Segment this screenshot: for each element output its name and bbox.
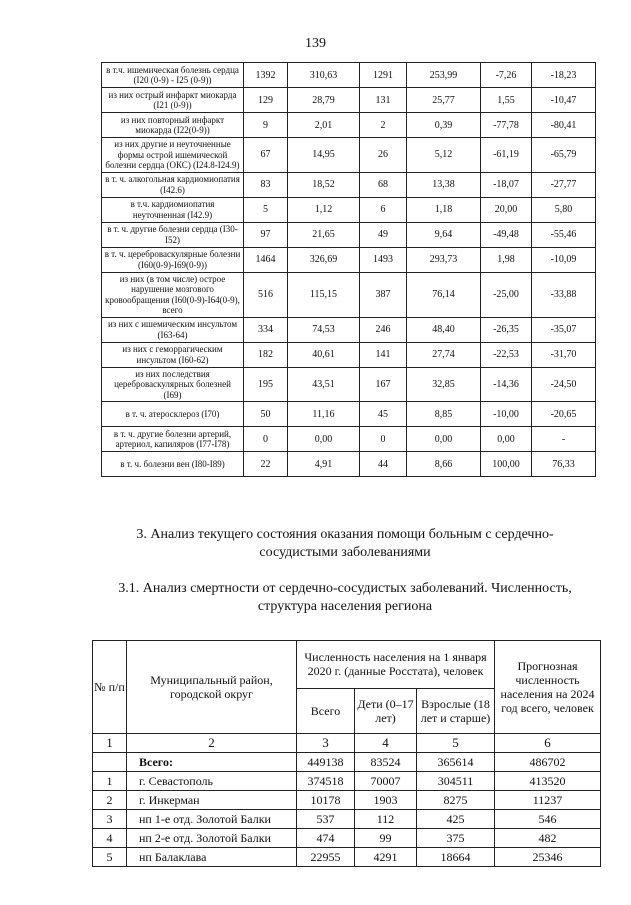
mortality-table: [101, 62, 596, 477]
cell-value: 83524: [355, 753, 417, 772]
cell-value: -10,09: [532, 247, 596, 272]
cell-value: 1291: [360, 63, 407, 88]
row-label: в т. ч. алкогольная кардиомиопатия (I42.6): [102, 172, 244, 197]
cell-value: -31,70: [532, 342, 596, 367]
cell-value: 49: [360, 222, 407, 247]
cell-value: 6: [360, 197, 407, 222]
cell-value: 112: [355, 810, 417, 829]
cell-value: 20,00: [481, 197, 532, 222]
cell-value: 9: [244, 113, 288, 138]
table-row: [93, 848, 601, 867]
column-index: 6: [495, 734, 601, 753]
cell-value: 4,91: [288, 452, 360, 477]
cell-value: 326,69: [288, 247, 360, 272]
table-row: [93, 772, 601, 791]
cell-value: 365614: [417, 753, 495, 772]
table-row: [102, 247, 596, 272]
cell-value: 40,61: [288, 342, 360, 367]
cell-value: 1,55: [481, 88, 532, 113]
cell-value: 5,80: [532, 197, 596, 222]
cell-value: 374518: [297, 772, 355, 791]
cell-value: 9,64: [407, 222, 481, 247]
cell-value: 0,00: [481, 427, 532, 452]
cell-value: -61,19: [481, 138, 532, 173]
cell-value: 0: [244, 427, 288, 452]
cell-value: 449138: [297, 753, 355, 772]
cell-value: -14,36: [481, 367, 532, 402]
table-row: [102, 138, 596, 173]
cell-value: 2,01: [288, 113, 360, 138]
cell-value: -18,07: [481, 172, 532, 197]
row-number: 5: [93, 848, 127, 867]
row-number: [93, 753, 127, 772]
cell-value: 22: [244, 452, 288, 477]
cell-value: 375: [417, 829, 495, 848]
row-label: из них повторный инфаркт миокарда (I22(0-9)): [102, 113, 244, 138]
cell-value: 1392: [244, 63, 288, 88]
cell-value: 8,85: [407, 402, 481, 427]
cell-value: 334: [244, 317, 288, 342]
row-label: из них с геморрагическим инсультом (I60-62): [102, 342, 244, 367]
cell-value: -35,07: [532, 317, 596, 342]
cell-value: 195: [244, 367, 288, 402]
cell-value: 253,99: [407, 63, 481, 88]
row-label: из них с ишемическим инсультом (I63-64): [102, 317, 244, 342]
header-forecast: Прогнозная численность населения на 2024 год всего, человек: [495, 641, 601, 734]
cell-value: 293,73: [407, 247, 481, 272]
cell-value: 70007: [355, 772, 417, 791]
district-name: г. Инкерман: [127, 791, 297, 810]
cell-value: 97: [244, 222, 288, 247]
cell-value: -18,23: [532, 63, 596, 88]
row-label: в т.ч. кардиомиопатия неуточненная (I42.9): [102, 197, 244, 222]
cell-value: 516: [244, 272, 288, 317]
page-number: 139: [305, 36, 326, 51]
header-population: Численность населения на 1 января 2020 г. (данные Росстата), человек: [297, 641, 495, 689]
cell-value: -10,47: [532, 88, 596, 113]
table-row: [102, 197, 596, 222]
header-district: Муниципальный район, городской округ: [127, 641, 297, 734]
cell-value: 304511: [417, 772, 495, 791]
cell-value: 1903: [355, 791, 417, 810]
cell-value: 0,00: [288, 427, 360, 452]
table-row: [93, 753, 601, 772]
cell-value: 2: [360, 113, 407, 138]
cell-value: -20,65: [532, 402, 596, 427]
cell-value: 482: [495, 829, 601, 848]
cell-value: -65,79: [532, 138, 596, 173]
table-row: [102, 272, 596, 317]
cell-value: -24,50: [532, 367, 596, 402]
table-row: [102, 367, 596, 402]
cell-value: 0: [360, 427, 407, 452]
cell-value: 1,18: [407, 197, 481, 222]
header-adults: Взрослые (18 лет и старше): [417, 688, 495, 734]
table-row: [102, 172, 596, 197]
row-label: в т. ч. атеросклероз (I70): [102, 402, 244, 427]
cell-value: 67: [244, 138, 288, 173]
row-label: в т. ч. цереброваскулярные болезни (I60(0-9)-I69(0-9)): [102, 247, 244, 272]
row-label: из них острый инфаркт миокарда (I21 (0-9)): [102, 88, 244, 113]
table-row: [93, 791, 601, 810]
cell-value: 8275: [417, 791, 495, 810]
district-name: Всего:: [127, 753, 297, 772]
cell-value: -7,26: [481, 63, 532, 88]
cell-value: 474: [297, 829, 355, 848]
cell-value: -55,46: [532, 222, 596, 247]
column-index: 3: [297, 734, 355, 753]
cell-value: 11,16: [288, 402, 360, 427]
column-index: 5: [417, 734, 495, 753]
cell-value: -33,88: [532, 272, 596, 317]
cell-value: -49,48: [481, 222, 532, 247]
header-children: Дети (0–17 лет): [355, 688, 417, 734]
cell-value: -26,35: [481, 317, 532, 342]
section-heading-3-1: 3.1. Анализ смертности от сердечно-сосудистых заболеваний. Численность, структура населения региона: [118, 581, 572, 614]
cell-value: -77,78: [481, 113, 532, 138]
cell-value: 99: [355, 829, 417, 848]
cell-value: 25,77: [407, 88, 481, 113]
cell-value: 76,14: [407, 272, 481, 317]
cell-value: 10178: [297, 791, 355, 810]
table-row: [102, 402, 596, 427]
cell-value: -80,41: [532, 113, 596, 138]
cell-value: 13,38: [407, 172, 481, 197]
cell-value: 28,79: [288, 88, 360, 113]
cell-value: 18664: [417, 848, 495, 867]
cell-value: 83: [244, 172, 288, 197]
cell-value: 182: [244, 342, 288, 367]
table-row: [102, 63, 596, 88]
cell-value: 0,00: [407, 427, 481, 452]
cell-value: 537: [297, 810, 355, 829]
cell-value: 129: [244, 88, 288, 113]
cell-value: 25346: [495, 848, 601, 867]
cell-value: 76,33: [532, 452, 596, 477]
row-number: 4: [93, 829, 127, 848]
cell-value: 27,74: [407, 342, 481, 367]
district-name: нп Балаклава: [127, 848, 297, 867]
header-total: Всего: [297, 688, 355, 734]
column-index: 4: [355, 734, 417, 753]
cell-value: 14,95: [288, 138, 360, 173]
row-label: в т. ч. другие болезни артерий, артериол, капиляров (I77-I78): [102, 427, 244, 452]
row-number: 3: [93, 810, 127, 829]
cell-value: 26: [360, 138, 407, 173]
cell-value: 5: [244, 197, 288, 222]
cell-value: 486702: [495, 753, 601, 772]
table-row: [102, 113, 596, 138]
row-label: из них другие и неуточненные формы острой ишемической болезни сердца (ОКС) (I24.8-I24.9): [102, 138, 244, 173]
cell-value: 43,51: [288, 367, 360, 402]
cell-value: -: [532, 427, 596, 452]
table-row: [102, 317, 596, 342]
table-row: [93, 810, 601, 829]
cell-value: -25,00: [481, 272, 532, 317]
row-label: из них (в том числе) острое нарушение мозгового кровообращения (I60(0-9)-I64(0-9), всего: [102, 272, 244, 317]
cell-value: -27,77: [532, 172, 596, 197]
cell-value: 21,65: [288, 222, 360, 247]
cell-value: 68: [360, 172, 407, 197]
cell-value: 5,12: [407, 138, 481, 173]
column-index: 1: [93, 734, 127, 753]
cell-value: 18,52: [288, 172, 360, 197]
table-row: [102, 342, 596, 367]
cell-value: 1493: [360, 247, 407, 272]
cell-value: 44: [360, 452, 407, 477]
cell-value: 1,98: [481, 247, 532, 272]
cell-value: 100,00: [481, 452, 532, 477]
cell-value: 246: [360, 317, 407, 342]
row-number: 1: [93, 772, 127, 791]
table-row: [102, 88, 596, 113]
cell-value: 48,40: [407, 317, 481, 342]
cell-value: 50: [244, 402, 288, 427]
row-label: в т. ч. болезни вен (I80-I89): [102, 452, 244, 477]
cell-value: 74,53: [288, 317, 360, 342]
cell-value: 45: [360, 402, 407, 427]
table-row: [102, 427, 596, 452]
table-row: [102, 452, 596, 477]
cell-value: 413520: [495, 772, 601, 791]
cell-value: -22,53: [481, 342, 532, 367]
header-num: № п/п: [93, 641, 127, 734]
population-table: [92, 640, 601, 867]
row-label: из них последствия цереброваскулярных болезней (I69): [102, 367, 244, 402]
row-label: в т.ч. ишемическая болезнь сердца (I20 (0-9) - I25 (0-9)): [102, 63, 244, 88]
cell-value: 1,12: [288, 197, 360, 222]
cell-value: 1464: [244, 247, 288, 272]
section-heading-3: 3. Анализ текущего состояния оказания помощи больным с сердечно-сосудистыми заболеваниями: [136, 527, 554, 560]
table-row: [102, 222, 596, 247]
row-number: 2: [93, 791, 127, 810]
column-index-row: [93, 734, 601, 753]
cell-value: 11237: [495, 791, 601, 810]
cell-value: -10,00: [481, 402, 532, 427]
district-name: г. Севастополь: [127, 772, 297, 791]
cell-value: 0,39: [407, 113, 481, 138]
cell-value: 141: [360, 342, 407, 367]
table-row: [93, 829, 601, 848]
cell-value: 131: [360, 88, 407, 113]
cell-value: 115,15: [288, 272, 360, 317]
district-name: нп 1-е отд. Золотой Балки: [127, 810, 297, 829]
column-index: 2: [127, 734, 297, 753]
cell-value: 8,66: [407, 452, 481, 477]
cell-value: 32,85: [407, 367, 481, 402]
cell-value: 22955: [297, 848, 355, 867]
cell-value: 425: [417, 810, 495, 829]
cell-value: 4291: [355, 848, 417, 867]
row-label: в т. ч. другие болезни сердца (I30-I52): [102, 222, 244, 247]
cell-value: 310,63: [288, 63, 360, 88]
cell-value: 546: [495, 810, 601, 829]
district-name: нп 2-е отд. Золотой Балки: [127, 829, 297, 848]
cell-value: 167: [360, 367, 407, 402]
cell-value: 387: [360, 272, 407, 317]
